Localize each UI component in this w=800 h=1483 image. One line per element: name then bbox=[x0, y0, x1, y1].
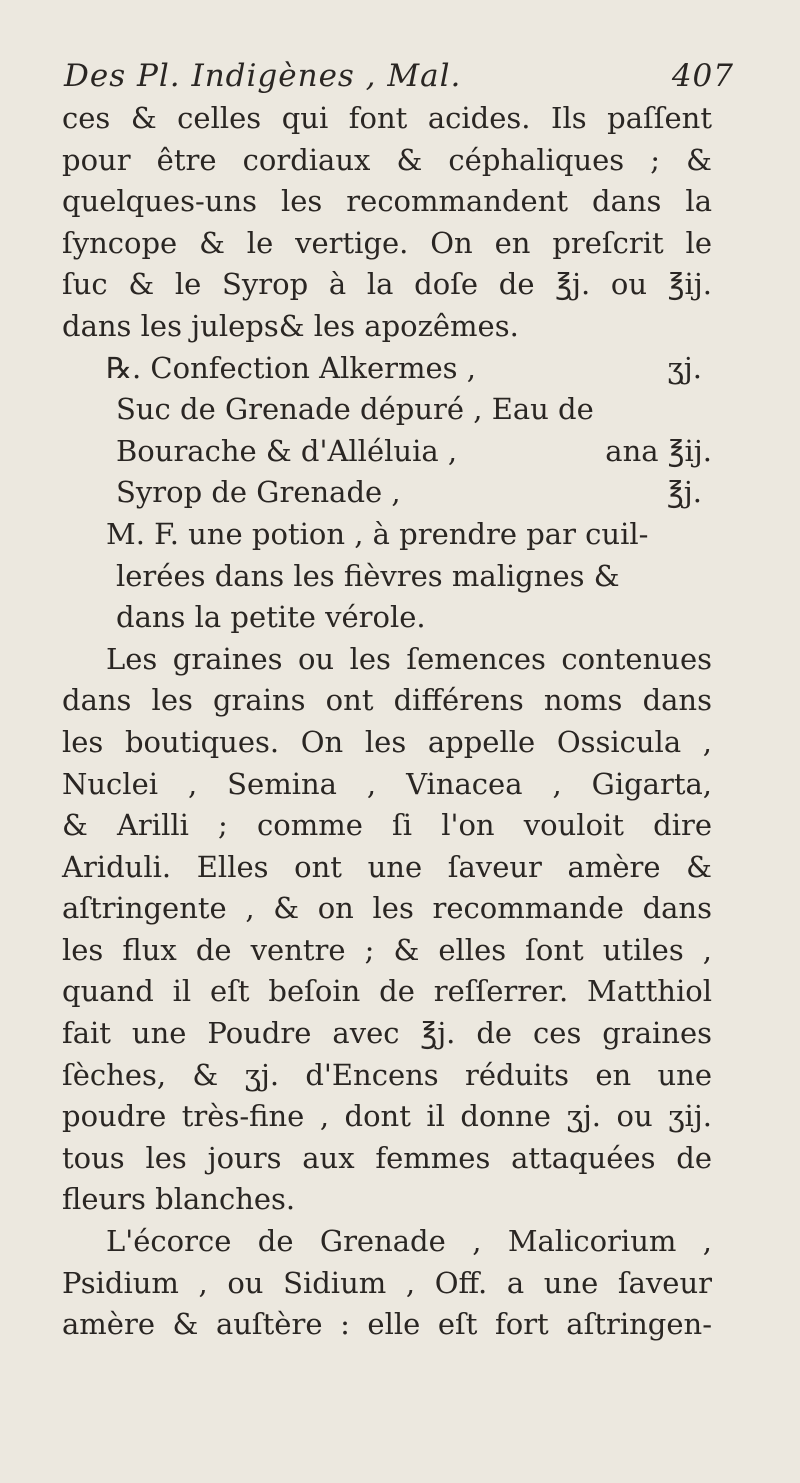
text-line: ſuc & le Syrop à la doſe de ℥j. ou ℥ij. bbox=[62, 267, 712, 302]
recipe-text: dans la petite vérole. bbox=[116, 600, 426, 635]
page-number: 407 bbox=[671, 58, 734, 94]
recipe-line bbox=[62, 597, 712, 639]
recipe-dose: ʒj. bbox=[667, 350, 702, 385]
text-line: & Arilli ; comme ſi l'on vouloit dire bbox=[62, 808, 712, 843]
recipe-line bbox=[62, 348, 712, 390]
text-line: quelques-uns les recommandent dans la bbox=[62, 184, 712, 219]
text-line: ces & celles qui font acides. Ils paſſent bbox=[62, 101, 712, 135]
text-line: aſtringente , & on les recommande dans bbox=[62, 891, 712, 926]
header-title: Des Pl. Indigènes , Mal. bbox=[64, 58, 462, 94]
text-line: L'écorce de Grenade , Malicorium , bbox=[106, 1224, 712, 1259]
recipe-text: lerées dans les fièvres malignes & bbox=[116, 558, 620, 593]
text-line: quand il eſt beſoin de reſſerrer. Matthiol bbox=[62, 974, 712, 1009]
text-line: dans les juleps& les apozêmes. bbox=[62, 308, 519, 343]
text-line: Nuclei , Semina , Vinacea , Gigarta, bbox=[62, 766, 712, 801]
recipe-text: Suc de Grenade dépuré , Eau de bbox=[116, 392, 594, 427]
recipe-text: Syrop de Grenade , bbox=[116, 475, 401, 510]
running-header bbox=[64, 58, 734, 98]
recipe-dose: ana ℥ij. bbox=[605, 433, 712, 468]
recipe-line bbox=[62, 389, 712, 431]
text-line: Psidium , ou Sidium , Off. a une ſaveur bbox=[62, 1265, 712, 1300]
text-line: pour être cordiaux & céphaliques ; & bbox=[62, 142, 712, 177]
text-line: Ariduli. Elles ont une ſaveur amère & bbox=[62, 849, 712, 884]
recipe-dose: ℥j. bbox=[667, 475, 702, 510]
text-line: fleurs blanches. bbox=[62, 1182, 296, 1217]
recipe-line bbox=[62, 431, 712, 473]
recipe-line bbox=[62, 556, 712, 598]
recipe-line bbox=[62, 472, 712, 514]
text-line: Les graines ou les ſemences contenues bbox=[106, 641, 712, 676]
text-line: les boutiques. On les appelle Ossicula , bbox=[62, 724, 712, 759]
text-line: dans les grains ont différens noms dans bbox=[62, 683, 712, 718]
recipe-text: M. F. une potion , à prendre par cuil- bbox=[106, 516, 649, 551]
recipe-text: Bourache & d'Alléluia , bbox=[116, 433, 458, 468]
text-line: ſyncope & le vertige. On en preſcrit le bbox=[62, 225, 712, 260]
text-line: tous les jours aux femmes attaquées de bbox=[62, 1140, 712, 1175]
page-body bbox=[62, 98, 712, 1346]
text-line: amère & auſtère : elle eſt fort aſtringen- bbox=[62, 1307, 712, 1342]
text-line: les flux de ventre ; & elles ſont utiles , bbox=[62, 932, 712, 967]
recipe-line bbox=[62, 514, 712, 556]
text-line: fait une Poudre avec ℥j. de ces graines bbox=[62, 1016, 712, 1051]
recipe-text: ℞. Confection Alkermes , bbox=[106, 350, 476, 385]
text-line: ſèches, & ʒj. d'Encens réduits en une bbox=[62, 1057, 712, 1092]
text-line: poudre très-fine , dont il donne ʒj. ou ʒij. bbox=[62, 1099, 712, 1134]
